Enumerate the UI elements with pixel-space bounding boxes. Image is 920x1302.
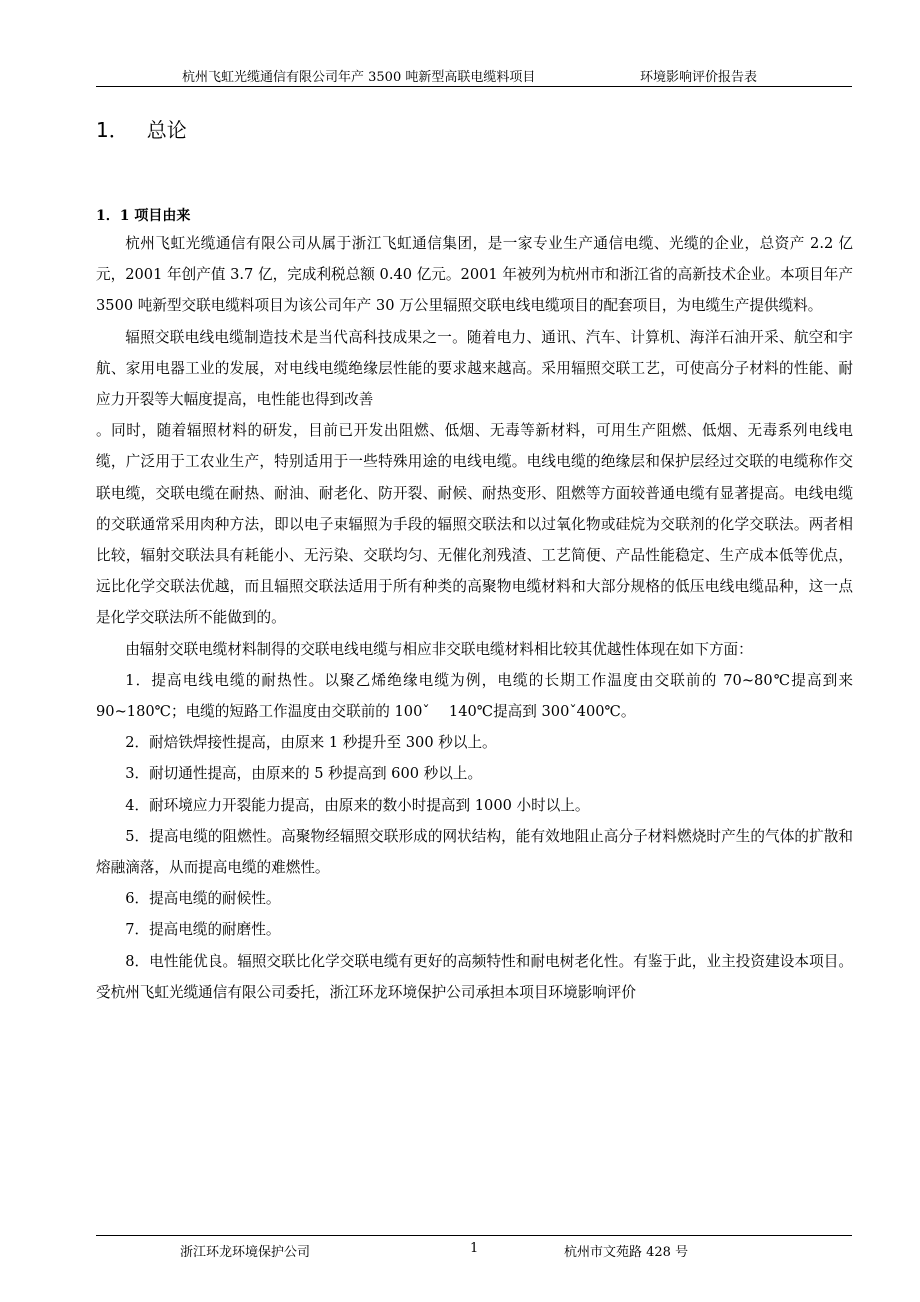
header-project-title: 杭州飞虹光缆通信有限公司年产 3500 吨新型高联电缆料项目 (182, 70, 536, 85)
paragraph: 杭州飞虹光缆通信有限公司从属于浙江飞虹通信集团，是一家专业生产通信电缆、光缆的企业，总资产 2.2 亿元，2001 年创产值 3.7 亿，完成利税总额 0.40 亿元。2001 年被列为杭州市和浙江省的高新技术企业。本项目年产 3500 吨新型交联电缆料项目为该公司年产 30 万公里辐照交联电线电缆项目的配套项目，为电缆生产提供缆料。 (96, 235, 853, 315)
subsection-heading: 1．1 项目由来 (96, 208, 191, 224)
footer-address: 杭州市文苑路 428 号 (564, 1245, 689, 1260)
list-item: 1．提高电线电缆的耐热性。以聚乙烯绝缘电缆为例，电缆的长期工作温度由交联前的 70~80℃提高到来 90~180℃；电缆的短路工作温度由交联前的 100ˇ 140℃提高到 300ˇ400℃。 (96, 671, 853, 721)
footer-company: 浙江环龙环境保护公司 (180, 1245, 311, 1260)
document-body (96, 228, 853, 1008)
page-footer (96, 1235, 852, 1266)
list-item: 2．耐焙铁焊接性提高，由原来 1 秒提升至 300 秒以上。 (125, 734, 497, 752)
paragraph: 辐照交联电线电缆制造技术是当代高科技成果之一。随着电力、通讯、汽车、计算机、海洋石油开采、航空和宇航、家用电器工业的发展，对电线电缆绝缘层性能的要求越来越高。采用辐照交联工艺，可使高分子材料的性能、耐应力开裂等大幅度提高，电性能也得到改善 (96, 328, 853, 409)
list-item: 5．提高电缆的阻燃性。高聚物经辐照交联形成的网状结构，能有效地阻止高分子材料燃烧时产生的气体的扩散和熔融滴落，从而提高电缆的难燃性。 (96, 827, 853, 877)
list-item: 6．提高电缆的耐候性。 (125, 890, 281, 908)
page-number: 1 (470, 1241, 479, 1256)
list-item: 3．耐切通性提高，由原来的 5 秒提高到 600 秒以上。 (125, 765, 483, 783)
section-title: 总论 (146, 118, 187, 142)
page-header (96, 62, 852, 87)
section-number: 1． (96, 118, 129, 142)
paragraph: 由辐射交联电缆材料制得的交联电线电缆与相应非交联电缆材料相比较其优越性体现在如下方面： (125, 640, 753, 658)
paragraph: 。同时，随着辐照材料的研发，目前已开发出阻燃、低烟、无毒等新材料，可用生产阻燃、低烟、无毒系列电线电缆，广泛用于工农业生产，特别适用于一些特殊用途的电线电缆。电线电缆的绝缘层和保护层经过交联的电缆称作交联电缆，交联电缆在耐热、耐油、耐老化、防开裂、耐候、耐热变形、阻燃等方面较普通电缆有显著提高。电线电缆的交联通常采用肉种方法，即以电子束辐照为手段的辐照交联法和以过氧化物或硅烷为交联剂的化学交联法。两者相比较，辐射交联法具有耗能小、无污染、交联均匀、无催化剂残渣、工艺简便、产品性能稳定、生产成本低等优点，远比化学交联法优越，而且辐照交联法适用于所有种类的高聚物电缆材料和大部分规格的低压电线电缆品种，这一点是化学交联法所不能做到的。 (96, 422, 853, 627)
list-item: 8．电性能优良。辐照交联比化学交联电缆有更好的高频特性和耐电树老化性。有鉴于此，业主投资建设本项目。受杭州飞虹光缆通信有限公司委托，浙江环龙环境保护公司承担本项目环境影响评价 (96, 952, 853, 1001)
list-item: 7．提高电缆的耐磨性。 (125, 921, 281, 939)
list-item: 4．耐环境应力开裂能力提高，由原来的数小时提高到 1000 小时以上。 (125, 796, 590, 814)
header-report-type: 环境影响评价报告表 (640, 70, 758, 85)
section-heading (96, 114, 187, 143)
